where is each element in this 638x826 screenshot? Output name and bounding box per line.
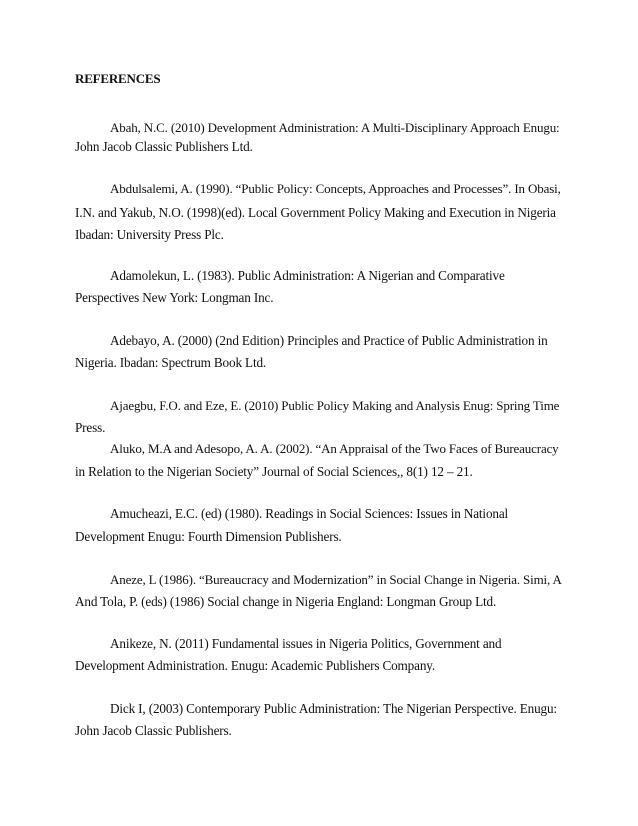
reference-line: Aluko, M.A and Adesopo, A. A. (2002). “An Appraisal of the Two Faces of Bureaucracy <box>110 441 559 456</box>
reference-line: And Tola, P. (eds) (1986) Social change in Nigeria England: Longman Group Ltd. <box>75 594 497 609</box>
reference-line: Development Enugu: Fourth Dimension Publishers. <box>75 529 342 544</box>
reference-line: Aneze, L (1986). “Bureaucracy and Modernization” in Social Change in Nigeria. Simi, A <box>110 572 562 587</box>
references-heading: REFERENCES <box>75 71 161 86</box>
reference-line: Abah, N.C. (2010) Development Administration: A Multi-Disciplinary Approach Enugu: <box>110 120 560 135</box>
reference-line: Press. <box>75 420 106 435</box>
reference-line: Ajaegbu, F.O. and Eze, E. (2010) Public Policy Making and Analysis Enug: Spring Time <box>110 398 560 413</box>
reference-line: Development Administration. Enugu: Academic Publishers Company. <box>75 658 435 673</box>
reference-line: John Jacob Classic Publishers Ltd. <box>75 139 253 154</box>
reference-line: Adamolekun, L. (1983). Public Administration: A Nigerian and Comparative <box>110 268 505 283</box>
reference-line: Abdulsalemi, A. (1990). “Public Policy: Concepts, Approaches and Processes”. In Obasi, <box>110 181 561 196</box>
reference-line: I.N. and Yakub, N.O. (1998)(ed). Local Government Policy Making and Execution in Nigeria <box>75 205 556 220</box>
reference-line: Dick I, (2003) Contemporary Public Administration: The Nigerian Perspective. Enugu: <box>110 701 557 716</box>
reference-line: Adebayo, A. (2000) (2nd Edition) Principles and Practice of Public Administration in <box>110 333 548 348</box>
reference-line: John Jacob Classic Publishers. <box>75 723 232 738</box>
reference-line: in Relation to the Nigerian Society” Journal of Social Sciences,, 8(1) 12 – 21. <box>75 464 473 479</box>
reference-line: Anikeze, N. (2011) Fundamental issues in Nigeria Politics, Government and <box>110 636 502 651</box>
reference-line: Nigeria. Ibadan: Spectrum Book Ltd. <box>75 355 267 370</box>
reference-line: Perspectives New York: Longman Inc. <box>75 290 274 305</box>
reference-line: Amucheazi, E.C. (ed) (1980). Readings in Social Sciences: Issues in National <box>110 506 509 521</box>
reference-line: Ibadan: University Press Plc. <box>75 227 224 242</box>
